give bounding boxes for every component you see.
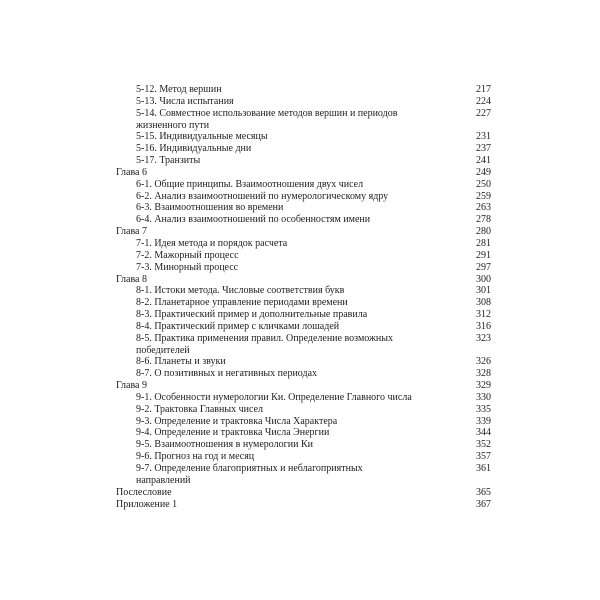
toc-page-number: 328 xyxy=(476,368,491,380)
toc-entry-label: 5-17. Транзиты xyxy=(136,155,201,167)
toc-page-number: 297 xyxy=(476,261,491,273)
toc-entry-label: Послесловие xyxy=(116,486,172,498)
toc-page-number: 357 xyxy=(476,451,491,463)
toc-page-number: 281 xyxy=(476,237,491,249)
toc-entry-label: 5-12. Метод вершин xyxy=(136,84,222,95)
toc-entry-label: победителей xyxy=(136,344,190,356)
toc-page-number: 361 xyxy=(476,463,491,474)
toc-page-number: 224 xyxy=(476,95,491,107)
toc-page-number: 312 xyxy=(476,309,491,321)
toc-page-number: 249 xyxy=(476,166,491,178)
toc-section-row xyxy=(0,238,600,250)
toc-entry-label: Глава 6 xyxy=(116,166,147,178)
toc-page-number: 339 xyxy=(476,415,491,427)
toc-page-number: 335 xyxy=(476,403,491,415)
toc-entry-label: 8-4. Практический пример с кличками лошадей xyxy=(136,320,340,332)
toc-entry-label: Глава 9 xyxy=(116,380,147,392)
toc-section-row xyxy=(0,84,600,96)
toc-section-row xyxy=(0,463,600,475)
toc-section-row xyxy=(0,262,600,274)
toc-page-number: 330 xyxy=(476,391,491,403)
toc-section-row xyxy=(0,202,600,214)
toc-chapter-row xyxy=(0,167,600,179)
toc-section-row xyxy=(0,404,600,416)
toc-page-number: 301 xyxy=(476,285,491,297)
toc-section-row xyxy=(0,297,600,309)
toc-entry-label: 8-5. Практика применения правил. Определение возможных xyxy=(136,332,393,344)
toc-entry-label: 5-14. Совместное использование методов вершин и периодов xyxy=(136,107,398,119)
toc-section-row xyxy=(0,155,600,167)
toc-entry-label: 8-7. О позитивных и негативных периодах xyxy=(136,368,318,380)
toc-section-row xyxy=(0,214,600,226)
toc-page-number: 329 xyxy=(476,380,491,392)
toc-entry-label: Глава 7 xyxy=(116,226,147,238)
toc-section-row xyxy=(0,96,600,108)
toc-chapter-row xyxy=(0,226,600,238)
toc-chapter-row xyxy=(0,487,600,499)
toc-entry-label: 6-4. Анализ взаимоотношений по особенностям имени xyxy=(136,214,371,226)
toc-entry-label: 6-1. Общие принципы. Взаимоотношения двух чисел xyxy=(136,178,364,190)
toc-section-row xyxy=(0,392,600,404)
toc-page-number: 323 xyxy=(476,332,491,344)
toc-section-row xyxy=(0,368,600,380)
toc-entry-label: 8-1. Истоки метода. Числовые соответствия букв xyxy=(136,285,345,297)
toc-section-row xyxy=(0,427,600,439)
toc-page-number: 326 xyxy=(476,356,491,368)
toc-section-row xyxy=(0,321,600,333)
toc-section-row xyxy=(0,285,600,297)
toc-section-row xyxy=(0,143,600,155)
toc-page-number: 241 xyxy=(476,155,491,167)
toc-entry-label: 5-16. Индивидуальные дни xyxy=(136,143,252,155)
toc-page-number: 367 xyxy=(476,498,491,510)
toc-entry-label: Приложение 1 xyxy=(116,498,178,510)
toc-page-number: 250 xyxy=(476,178,491,190)
toc-entry-label: 9-2. Трактовка Главных чисел xyxy=(136,403,263,415)
toc-page-number: 237 xyxy=(476,143,491,155)
toc-entry-label: 9-7. Определение благоприятных и неблагоприятных xyxy=(136,463,363,474)
toc-page-number: 365 xyxy=(476,486,491,498)
toc-section-row xyxy=(0,333,600,345)
toc-page-number: 291 xyxy=(476,249,491,261)
toc-page-number: 308 xyxy=(476,297,491,309)
toc-section-row xyxy=(0,179,600,191)
toc-continuation-row xyxy=(0,345,600,357)
toc-page-number: 263 xyxy=(476,202,491,214)
toc-entry-label: 7-2. Мажорный процесс xyxy=(136,249,239,261)
toc-entry-label: Глава 8 xyxy=(116,273,147,285)
table-of-contents xyxy=(0,84,600,510)
toc-section-row xyxy=(0,439,600,451)
toc-continuation-row xyxy=(0,120,600,132)
toc-chapter-row xyxy=(0,499,600,511)
toc-section-row xyxy=(0,451,600,463)
toc-entry-label: 9-6. Прогноз на год и месяц xyxy=(136,451,255,463)
toc-section-row xyxy=(0,416,600,428)
toc-page-number: 231 xyxy=(476,131,491,143)
toc-entry-label: 7-3. Минорный процесс xyxy=(136,261,239,273)
toc-continuation-row xyxy=(0,475,600,487)
toc-entry-label: 8-2. Планетарное управление периодами времени xyxy=(136,297,348,309)
toc-entry-label: 8-6. Планеты и звуки xyxy=(136,356,226,368)
toc-section-row xyxy=(0,309,600,321)
toc-section-row xyxy=(0,250,600,262)
toc-page-number: 316 xyxy=(476,320,491,332)
toc-entry-label: 9-5. Взаимоотношения в нумерологии Ки xyxy=(136,439,313,451)
toc-section-row xyxy=(0,356,600,368)
toc-page-number: 217 xyxy=(476,84,491,95)
toc-entry-label: 6-3. Взаимоотношения во времени xyxy=(136,202,284,214)
toc-entry-label: 9-4. Определение и трактовка Числа Энергии xyxy=(136,427,330,439)
toc-page-number: 344 xyxy=(476,427,491,439)
toc-page-number: 300 xyxy=(476,273,491,285)
toc-chapter-row xyxy=(0,380,600,392)
toc-entry-label: 9-3. Определение и трактовка Числа Характера xyxy=(136,415,338,427)
toc-section-row xyxy=(0,131,600,143)
toc-chapter-row xyxy=(0,274,600,286)
toc-entry-label: 9-1. Особенности нумерологии Ки. Определение Главного числа xyxy=(136,391,412,403)
toc-entry-label: 5-15. Индивидуальные месяцы xyxy=(136,131,268,143)
toc-entry-label: 7-1. Идея метода и порядок расчета xyxy=(136,237,288,249)
toc-page-number: 278 xyxy=(476,214,491,226)
toc-entry-label: жизненного пути xyxy=(136,119,210,131)
toc-entry-label: 5-13. Числа испытания xyxy=(136,95,234,107)
toc-page-number: 352 xyxy=(476,439,491,451)
toc-entry-label: направлений xyxy=(136,474,191,486)
toc-entry-label: 6-2. Анализ взаимоотношений по нумерологическому ядру xyxy=(136,190,389,202)
toc-page-number: 259 xyxy=(476,190,491,202)
toc-section-row xyxy=(0,191,600,203)
toc-entry-label: 8-3. Практический пример и дополнительные правила xyxy=(136,309,368,321)
toc-page-number: 227 xyxy=(476,107,491,119)
toc-page-number: 280 xyxy=(476,226,491,238)
toc-section-row xyxy=(0,108,600,120)
